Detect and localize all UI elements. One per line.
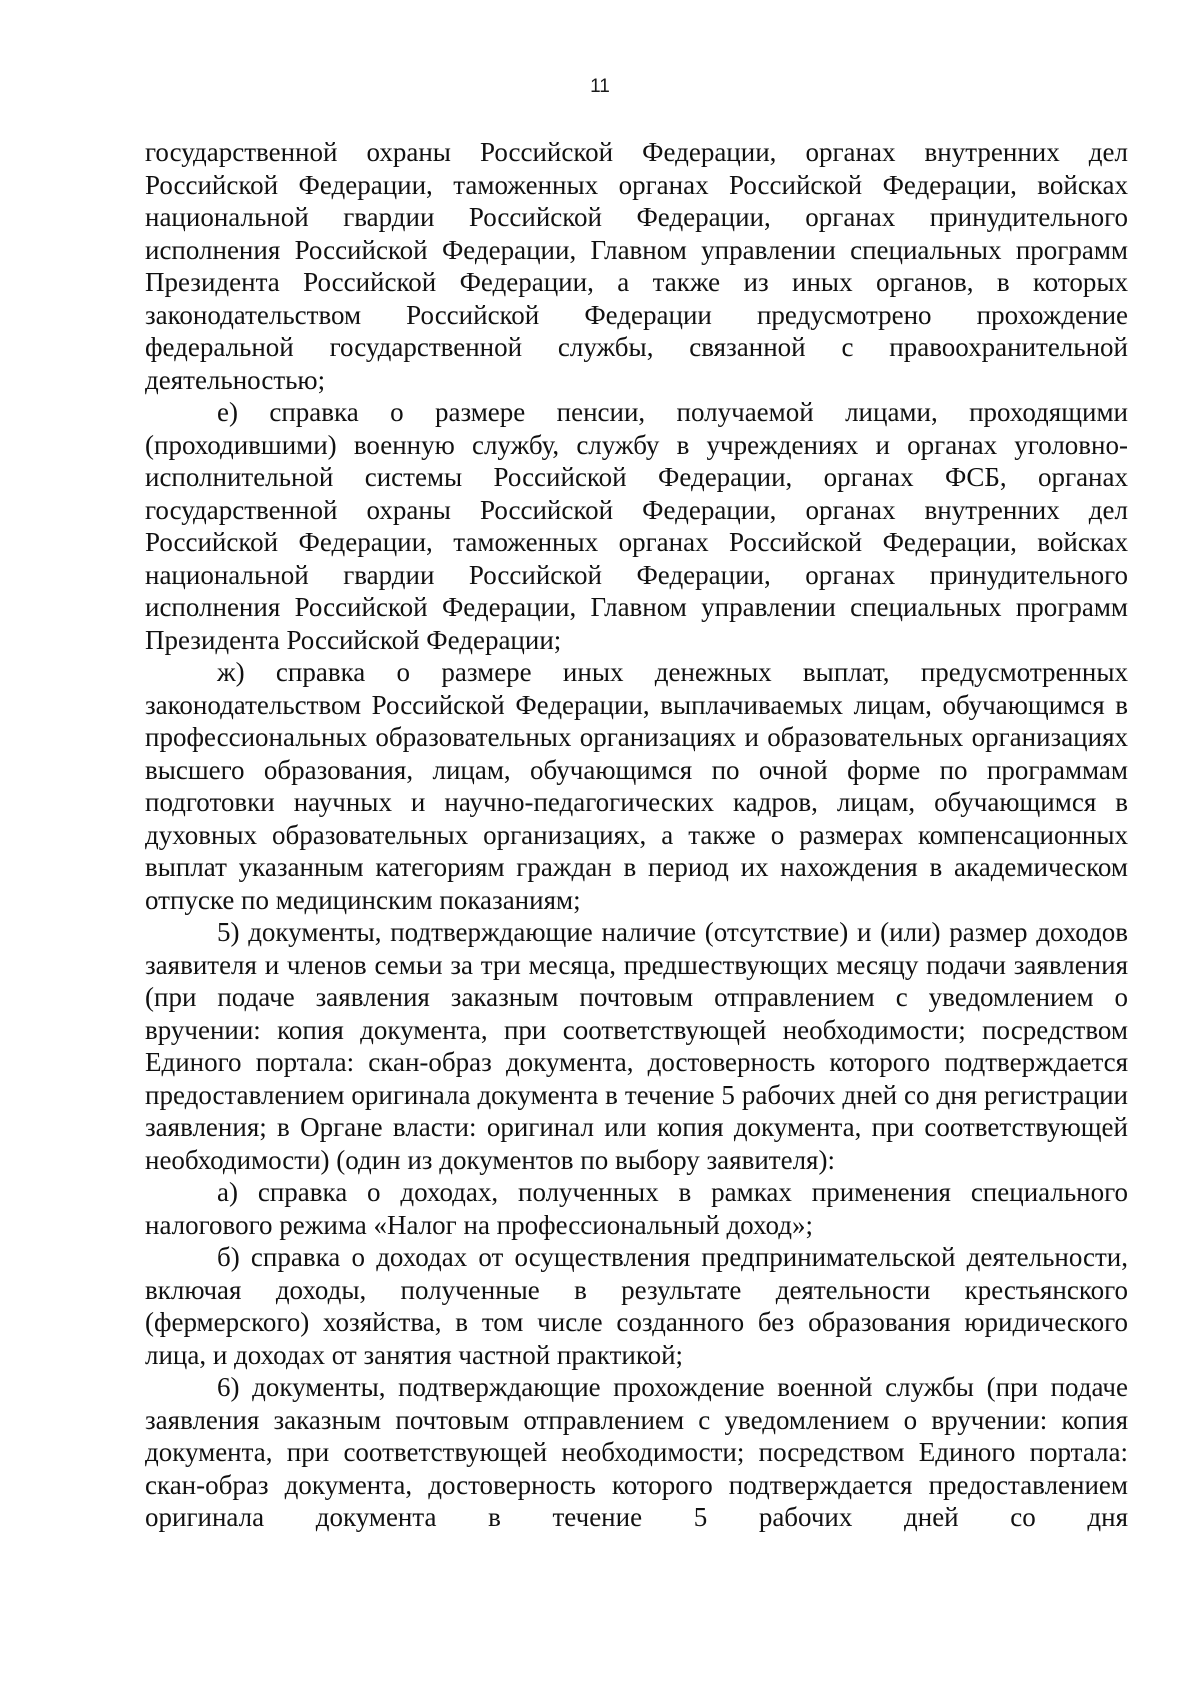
paragraph-item-e: е) справка о размере пенсии, получаемой лицами, проходящими (проходившими) военную службу, службу в учреждениях и органах уголовно-исполнительной системы Российской Федерации, органах ФСБ, органах государственной охраны Российской Федерации, органах внутренних дел Российской Федерации, таможенных органах Российской Федерации, войсках национальной гвардии Российской Федерации, органах принудительного исполнения Российской Федерации, Главном управлении специальных программ Президента Российской Федерации; <box>145 397 1128 655</box>
paragraph-item-6: 6) документы, подтверждающие прохождение военной службы (при подаче заявления заказным почтовым отправлением с уведомлением о вручении: копия документа, при соответствующей необходимости; посредством Единого портала: скан-образ документа, достоверность которого подтверждается предоставлением оригинала документа в течение 5 рабочих дней со дня <box>145 1372 1128 1532</box>
paragraph-item-b: б) справка о доходах от осуществления предпринимательской деятельности, включая доходы, полученные в результате деятельности крестьянского (фермерского) хозяйства, в том числе созданного без образования юридического лица, и доходах от занятия частной практикой; <box>145 1242 1128 1370</box>
paragraph-continuation: государственной охраны Российской Федерации, органах внутренних дел Российской Федерации, таможенных органах Российской Федерации, войсках национальной гвардии Российской Федерации, органах принудительного исполнения Российской Федерации, Главном управлении специальных программ Президента Российской Федерации, а также из иных органов, в которых законодательством Российской Федерации предусмотрено прохождение федеральной государственной службы, связанной с правоохранительной деятельностью; <box>145 137 1128 395</box>
paragraph-item-zh: ж) справка о размере иных денежных выплат, предусмотренных законодательством Российской Федерации, выплачиваемых лицам, обучающимся в профессиональных образовательных организациях и образовательных организациях высшего образования, лицам, обучающимся по очной форме по программам подготовки научных и научно-педагогических кадров, лицам, обучающимся в духовных образовательных организациях, а также о размерах компенсационных выплат указанным категориям граждан в период их нахождения в академическом отпуске по медицинским показаниям; <box>145 657 1128 915</box>
paragraph-item-5: 5) документы, подтверждающие наличие (отсутствие) и (или) размер доходов заявителя и членов семьи за три месяца, предшествующих месяцу подачи заявления (при подаче заявления заказным почтовым отправлением с уведомлением о вручении: копия документа, при соответствующей необходимости; посредством Единого портала: скан-образ документа, достоверность которого подтверждается предоставлением оригинала документа в течение 5 рабочих дней со дня регистрации заявления; в Органе власти: оригинал или копия документа, при соответствующей необходимости) (один из документов по выбору заявителя): <box>145 917 1128 1175</box>
paragraph-item-a: а) справка о доходах, полученных в рамках применения специального налогового режима «Налог на профессиональный доход»; <box>145 1177 1128 1240</box>
page-number: 11 <box>590 76 610 97</box>
document-body <box>145 136 1128 1534</box>
